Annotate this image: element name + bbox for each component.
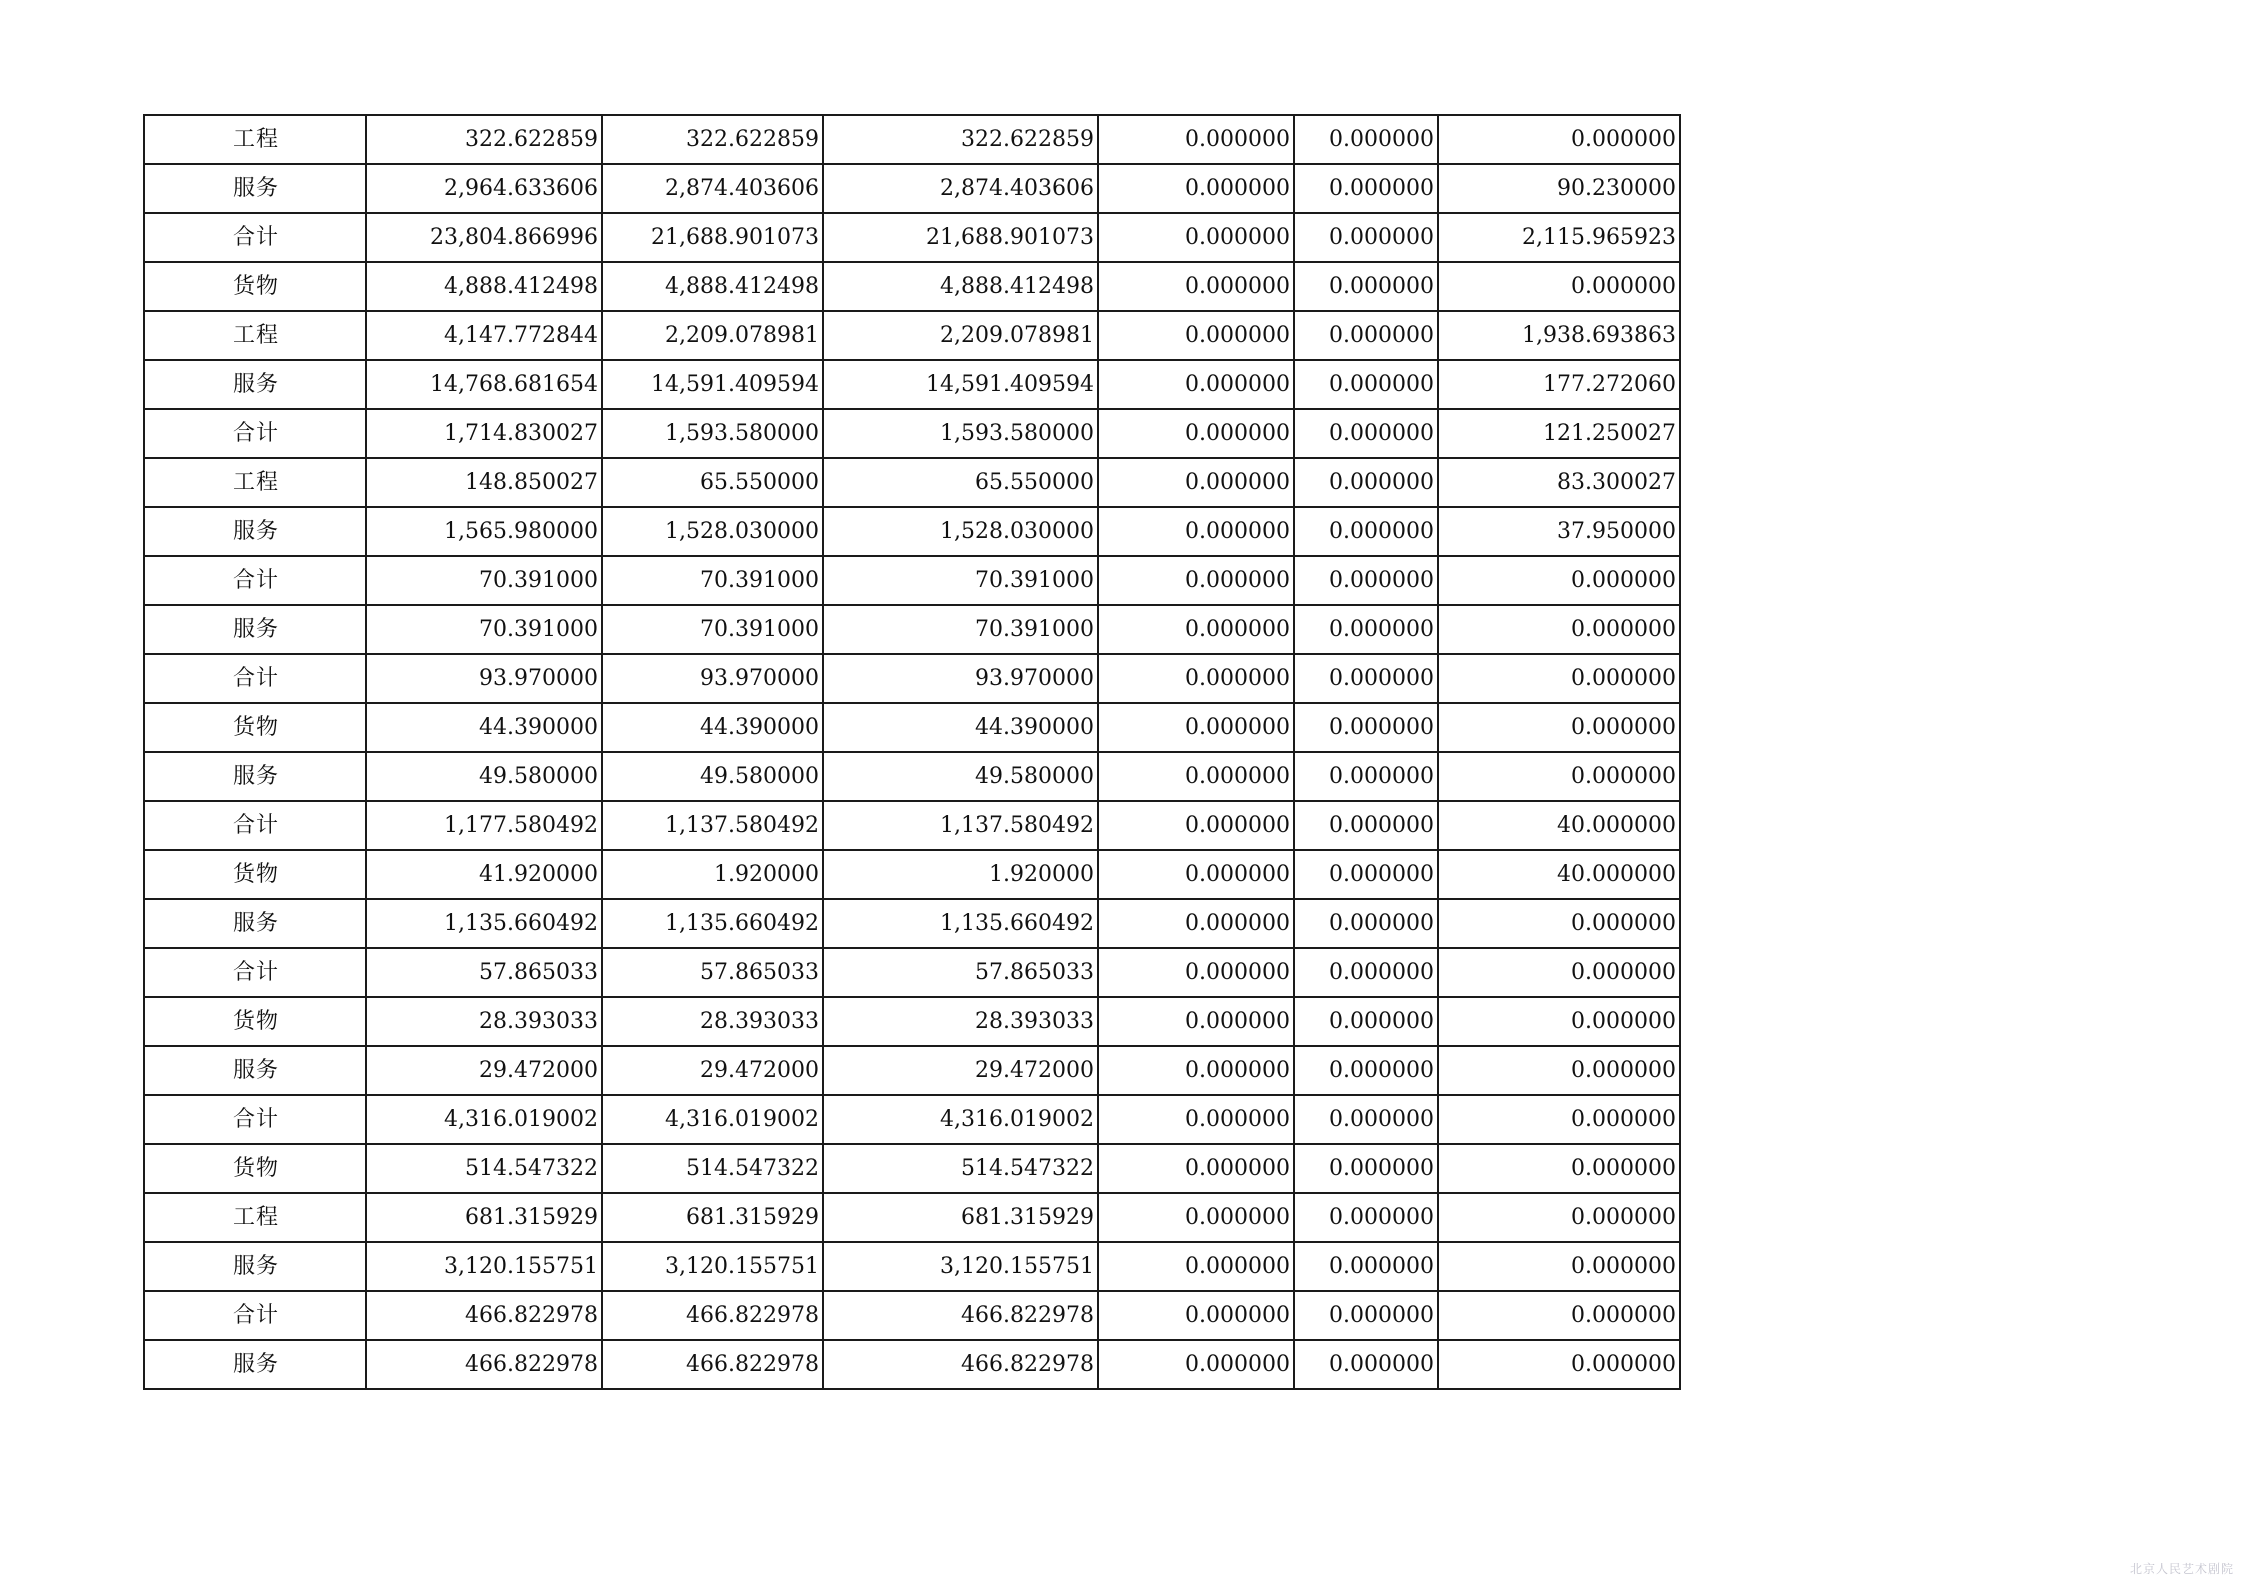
value-cell: 0.000000 — [1098, 1095, 1294, 1144]
value-cell: 0.000000 — [1438, 654, 1680, 703]
table-row — [144, 409, 1680, 458]
value-cell: 0.000000 — [1294, 899, 1438, 948]
watermark-seal: 北京人民艺术剧院 — [2130, 1562, 2235, 1576]
value-cell: 0.000000 — [1098, 1144, 1294, 1193]
category-cell: 合计 — [144, 409, 366, 458]
value-cell: 0.000000 — [1098, 507, 1294, 556]
value-cell: 57.865033 — [602, 948, 823, 997]
value-cell: 1,528.030000 — [823, 507, 1098, 556]
table-row — [144, 262, 1680, 311]
value-cell: 0.000000 — [1294, 115, 1438, 164]
value-cell: 0.000000 — [1294, 458, 1438, 507]
value-cell: 0.000000 — [1438, 556, 1680, 605]
value-cell: 0.000000 — [1098, 164, 1294, 213]
value-cell: 93.970000 — [602, 654, 823, 703]
value-cell: 1,593.580000 — [823, 409, 1098, 458]
value-cell: 14,768.681654 — [366, 360, 602, 409]
value-cell: 1,565.980000 — [366, 507, 602, 556]
value-cell: 1.920000 — [823, 850, 1098, 899]
value-cell: 0.000000 — [1098, 1242, 1294, 1291]
value-cell: 0.000000 — [1294, 850, 1438, 899]
value-cell: 70.391000 — [823, 556, 1098, 605]
category-cell: 服务 — [144, 1340, 366, 1389]
value-cell: 1,135.660492 — [823, 899, 1098, 948]
value-cell: 0.000000 — [1438, 1144, 1680, 1193]
value-cell: 514.547322 — [823, 1144, 1098, 1193]
value-cell: 4,316.019002 — [823, 1095, 1098, 1144]
value-cell: 1,137.580492 — [602, 801, 823, 850]
value-cell: 466.822978 — [602, 1291, 823, 1340]
value-cell: 1,137.580492 — [823, 801, 1098, 850]
value-cell: 466.822978 — [366, 1340, 602, 1389]
value-cell: 57.865033 — [366, 948, 602, 997]
table-row — [144, 507, 1680, 556]
category-cell: 工程 — [144, 311, 366, 360]
value-cell: 466.822978 — [823, 1340, 1098, 1389]
value-cell: 0.000000 — [1438, 899, 1680, 948]
value-cell: 0.000000 — [1098, 360, 1294, 409]
value-cell: 681.315929 — [366, 1193, 602, 1242]
value-cell: 41.920000 — [366, 850, 602, 899]
value-cell: 28.393033 — [602, 997, 823, 1046]
value-cell: 0.000000 — [1098, 997, 1294, 1046]
value-cell: 49.580000 — [366, 752, 602, 801]
category-cell: 服务 — [144, 1046, 366, 1095]
value-cell: 70.391000 — [366, 605, 602, 654]
category-cell: 工程 — [144, 458, 366, 507]
value-cell: 0.000000 — [1098, 1340, 1294, 1389]
value-cell: 40.000000 — [1438, 801, 1680, 850]
table-row — [144, 703, 1680, 752]
value-cell: 0.000000 — [1294, 801, 1438, 850]
value-cell: 0.000000 — [1438, 1046, 1680, 1095]
value-cell: 4,888.412498 — [602, 262, 823, 311]
value-cell: 0.000000 — [1294, 605, 1438, 654]
value-cell: 514.547322 — [366, 1144, 602, 1193]
table-row — [144, 654, 1680, 703]
value-cell: 1,938.693863 — [1438, 311, 1680, 360]
value-cell: 83.300027 — [1438, 458, 1680, 507]
value-cell: 2,209.078981 — [602, 311, 823, 360]
value-cell: 0.000000 — [1438, 1095, 1680, 1144]
table-row — [144, 1242, 1680, 1291]
value-cell: 0.000000 — [1294, 1340, 1438, 1389]
table-row — [144, 213, 1680, 262]
value-cell: 14,591.409594 — [602, 360, 823, 409]
value-cell: 0.000000 — [1294, 556, 1438, 605]
value-cell: 70.391000 — [602, 605, 823, 654]
table-row — [144, 164, 1680, 213]
value-cell: 0.000000 — [1294, 1242, 1438, 1291]
value-cell: 681.315929 — [823, 1193, 1098, 1242]
value-cell: 37.950000 — [1438, 507, 1680, 556]
value-cell: 4,888.412498 — [366, 262, 602, 311]
value-cell: 0.000000 — [1098, 458, 1294, 507]
value-cell: 65.550000 — [602, 458, 823, 507]
category-cell: 服务 — [144, 360, 366, 409]
value-cell: 0.000000 — [1294, 360, 1438, 409]
table-row — [144, 850, 1680, 899]
category-cell: 服务 — [144, 507, 366, 556]
value-cell: 0.000000 — [1098, 752, 1294, 801]
value-cell: 44.390000 — [366, 703, 602, 752]
category-cell: 合计 — [144, 556, 366, 605]
value-cell: 0.000000 — [1098, 801, 1294, 850]
table-row — [144, 1144, 1680, 1193]
value-cell: 0.000000 — [1294, 703, 1438, 752]
category-cell: 货物 — [144, 997, 366, 1046]
value-cell: 0.000000 — [1294, 311, 1438, 360]
value-cell: 44.390000 — [823, 703, 1098, 752]
table-row — [144, 801, 1680, 850]
value-cell: 0.000000 — [1098, 409, 1294, 458]
category-cell: 货物 — [144, 703, 366, 752]
value-cell: 466.822978 — [823, 1291, 1098, 1340]
value-cell: 0.000000 — [1294, 1144, 1438, 1193]
table-row — [144, 1193, 1680, 1242]
value-cell: 21,688.901073 — [602, 213, 823, 262]
value-cell: 0.000000 — [1294, 752, 1438, 801]
table-row — [144, 458, 1680, 507]
value-cell: 29.472000 — [366, 1046, 602, 1095]
value-cell: 1,593.580000 — [602, 409, 823, 458]
value-cell: 0.000000 — [1098, 262, 1294, 311]
table-row — [144, 556, 1680, 605]
table-row — [144, 997, 1680, 1046]
value-cell: 2,209.078981 — [823, 311, 1098, 360]
value-cell: 148.850027 — [366, 458, 602, 507]
table-row — [144, 899, 1680, 948]
value-cell: 0.000000 — [1098, 605, 1294, 654]
value-cell: 466.822978 — [602, 1340, 823, 1389]
category-cell: 货物 — [144, 262, 366, 311]
value-cell: 3,120.155751 — [366, 1242, 602, 1291]
value-cell: 0.000000 — [1098, 556, 1294, 605]
value-cell: 0.000000 — [1294, 213, 1438, 262]
value-cell: 0.000000 — [1294, 1193, 1438, 1242]
value-cell: 121.250027 — [1438, 409, 1680, 458]
value-cell: 1,135.660492 — [366, 899, 602, 948]
value-cell: 28.393033 — [366, 997, 602, 1046]
value-cell: 0.000000 — [1294, 164, 1438, 213]
category-cell: 合计 — [144, 213, 366, 262]
category-cell: 合计 — [144, 948, 366, 997]
value-cell: 4,316.019002 — [366, 1095, 602, 1144]
value-cell: 28.393033 — [823, 997, 1098, 1046]
value-cell: 0.000000 — [1438, 605, 1680, 654]
value-cell: 0.000000 — [1438, 115, 1680, 164]
category-cell: 工程 — [144, 1193, 366, 1242]
value-cell: 0.000000 — [1438, 1193, 1680, 1242]
value-cell: 0.000000 — [1098, 654, 1294, 703]
table-row — [144, 360, 1680, 409]
value-cell: 0.000000 — [1098, 1193, 1294, 1242]
value-cell: 0.000000 — [1294, 1095, 1438, 1144]
value-cell: 0.000000 — [1294, 262, 1438, 311]
value-cell: 0.000000 — [1294, 507, 1438, 556]
value-cell: 21,688.901073 — [823, 213, 1098, 262]
value-cell: 0.000000 — [1098, 1046, 1294, 1095]
value-cell: 322.622859 — [366, 115, 602, 164]
value-cell: 0.000000 — [1438, 997, 1680, 1046]
value-cell: 681.315929 — [602, 1193, 823, 1242]
value-cell: 23,804.866996 — [366, 213, 602, 262]
table-row — [144, 752, 1680, 801]
value-cell: 0.000000 — [1438, 703, 1680, 752]
value-cell: 49.580000 — [823, 752, 1098, 801]
value-cell: 93.970000 — [366, 654, 602, 703]
value-cell: 0.000000 — [1438, 1291, 1680, 1340]
value-cell: 4,888.412498 — [823, 262, 1098, 311]
table-row — [144, 115, 1680, 164]
value-cell: 0.000000 — [1294, 997, 1438, 1046]
value-cell: 3,120.155751 — [602, 1242, 823, 1291]
value-cell: 1,177.580492 — [366, 801, 602, 850]
value-cell: 0.000000 — [1098, 1291, 1294, 1340]
category-cell: 合计 — [144, 654, 366, 703]
value-cell: 2,115.965923 — [1438, 213, 1680, 262]
value-cell: 1.920000 — [602, 850, 823, 899]
category-cell: 服务 — [144, 1242, 366, 1291]
category-cell: 服务 — [144, 605, 366, 654]
value-cell: 44.390000 — [602, 703, 823, 752]
value-cell: 0.000000 — [1294, 1291, 1438, 1340]
value-cell: 4,147.772844 — [366, 311, 602, 360]
table-row — [144, 1340, 1680, 1389]
category-cell: 货物 — [144, 1144, 366, 1193]
category-cell: 服务 — [144, 899, 366, 948]
value-cell: 65.550000 — [823, 458, 1098, 507]
value-cell: 514.547322 — [602, 1144, 823, 1193]
value-cell: 0.000000 — [1438, 262, 1680, 311]
value-cell: 0.000000 — [1098, 703, 1294, 752]
value-cell: 0.000000 — [1098, 899, 1294, 948]
value-cell: 0.000000 — [1438, 1242, 1680, 1291]
value-cell: 0.000000 — [1438, 948, 1680, 997]
category-cell: 服务 — [144, 752, 366, 801]
category-cell: 合计 — [144, 1095, 366, 1144]
value-cell: 0.000000 — [1294, 654, 1438, 703]
category-cell: 服务 — [144, 164, 366, 213]
value-cell: 70.391000 — [823, 605, 1098, 654]
value-cell: 0.000000 — [1438, 1340, 1680, 1389]
table-row — [144, 605, 1680, 654]
category-cell: 合计 — [144, 801, 366, 850]
value-cell: 1,714.830027 — [366, 409, 602, 458]
value-cell: 0.000000 — [1294, 948, 1438, 997]
value-cell: 29.472000 — [602, 1046, 823, 1095]
table-row — [144, 311, 1680, 360]
value-cell: 49.580000 — [602, 752, 823, 801]
value-cell: 0.000000 — [1098, 213, 1294, 262]
value-cell: 90.230000 — [1438, 164, 1680, 213]
value-cell: 2,874.403606 — [823, 164, 1098, 213]
value-cell: 0.000000 — [1098, 311, 1294, 360]
value-cell: 0.000000 — [1294, 409, 1438, 458]
table-row — [144, 1046, 1680, 1095]
value-cell: 70.391000 — [602, 556, 823, 605]
table-body — [144, 115, 1680, 1389]
value-cell: 29.472000 — [823, 1046, 1098, 1095]
value-cell: 40.000000 — [1438, 850, 1680, 899]
value-cell: 466.822978 — [366, 1291, 602, 1340]
value-cell: 4,316.019002 — [602, 1095, 823, 1144]
value-cell: 0.000000 — [1098, 115, 1294, 164]
category-cell: 工程 — [144, 115, 366, 164]
value-cell: 0.000000 — [1294, 1046, 1438, 1095]
value-cell: 14,591.409594 — [823, 360, 1098, 409]
category-cell: 合计 — [144, 1291, 366, 1340]
value-cell: 322.622859 — [602, 115, 823, 164]
value-cell: 2,874.403606 — [602, 164, 823, 213]
value-cell: 57.865033 — [823, 948, 1098, 997]
table-row — [144, 1291, 1680, 1340]
value-cell: 1,135.660492 — [602, 899, 823, 948]
value-cell: 0.000000 — [1438, 752, 1680, 801]
table-row — [144, 948, 1680, 997]
value-cell: 322.622859 — [823, 115, 1098, 164]
value-cell: 70.391000 — [366, 556, 602, 605]
value-cell: 0.000000 — [1098, 850, 1294, 899]
table-row — [144, 1095, 1680, 1144]
value-cell: 93.970000 — [823, 654, 1098, 703]
value-cell: 1,528.030000 — [602, 507, 823, 556]
category-cell: 货物 — [144, 850, 366, 899]
procurement-table — [143, 114, 1681, 1390]
value-cell: 177.272060 — [1438, 360, 1680, 409]
value-cell: 2,964.633606 — [366, 164, 602, 213]
value-cell: 0.000000 — [1098, 948, 1294, 997]
value-cell: 3,120.155751 — [823, 1242, 1098, 1291]
